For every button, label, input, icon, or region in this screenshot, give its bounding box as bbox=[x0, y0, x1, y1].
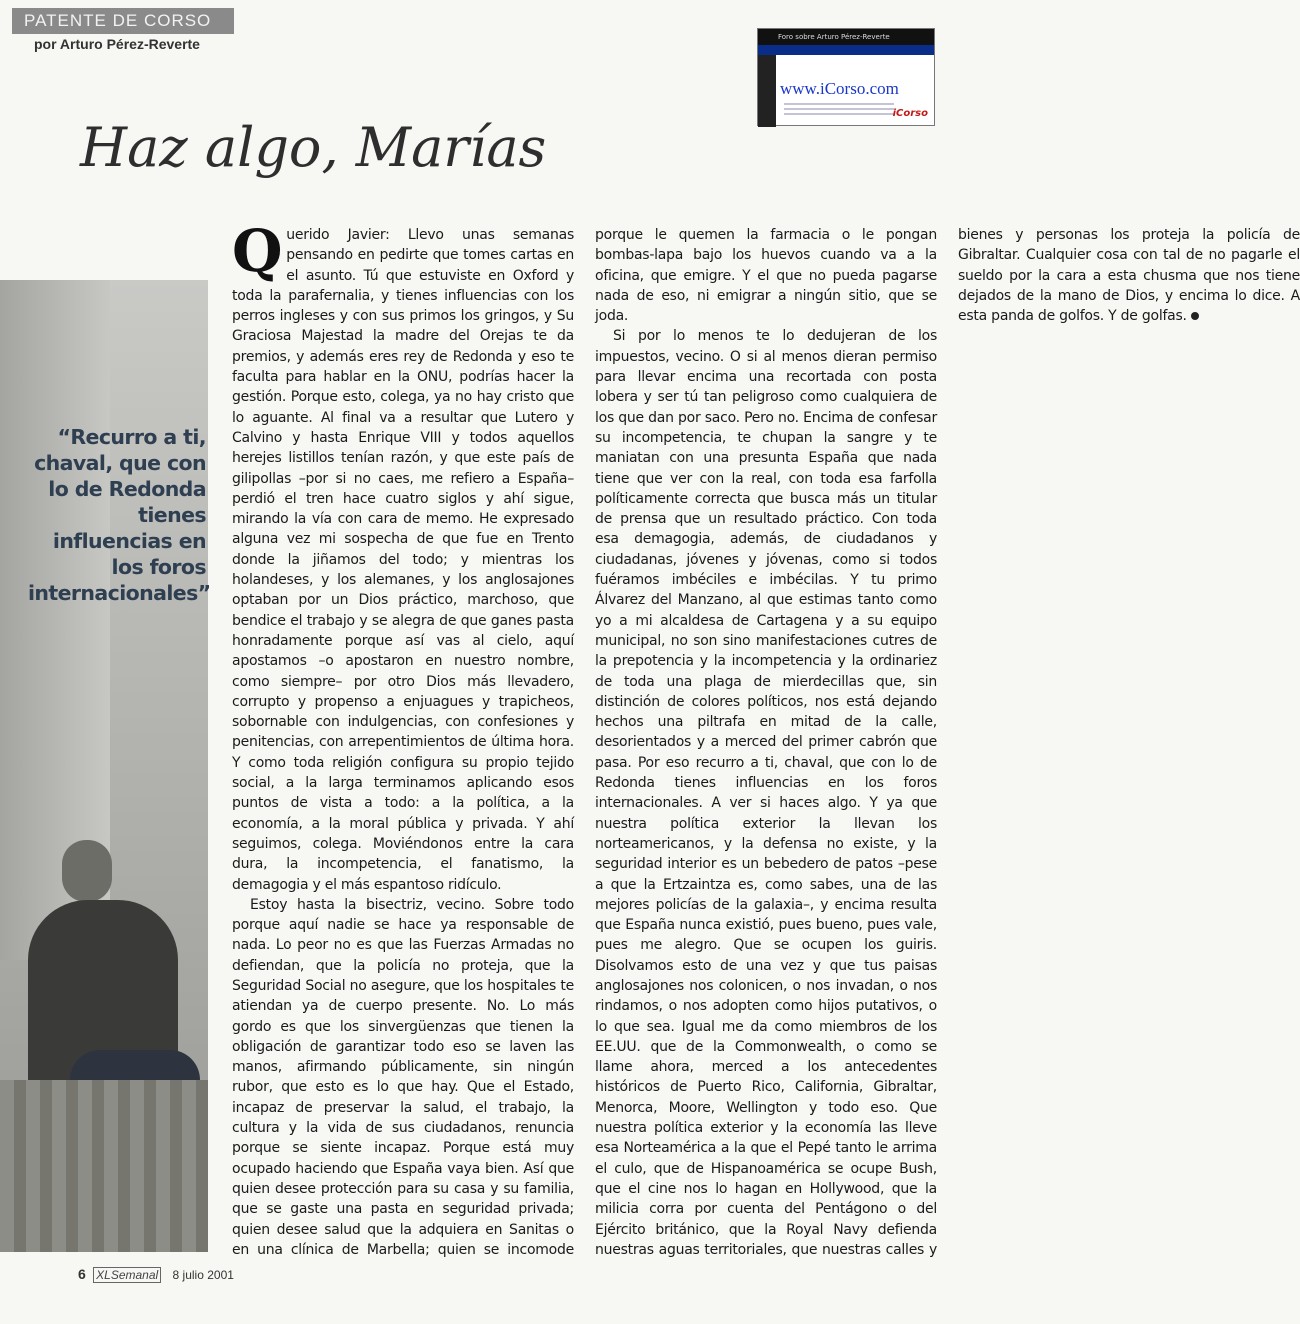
issue-date: 8 julio 2001 bbox=[172, 1268, 234, 1282]
article-paragraph: Estoy hasta la bisectriz, vecino. Sobre todo porque aquí nadie se hace ya responsable de nada. Lo peor no es que las Fuerzas Armadas no defiendan, que la policía no proteja, que la Seguridad Social no asegure, que los hospitales te atiendan ya de cuerpo presente. No. Lo más gordo es que los sinvergüenzas que tienen la obligación de garantizar todo eso se laven las manos, afirmando públicamente, sin ningún rubor, que esto es lo que hay. Que el Estado, incapaz de preservar la salud, el trabajo, la cultura y la vida de sus ciudadanos, renuncia porque se siente incapaz. Porque está muy ocupado haciendo que España vaya bien. Así que quien desee protección para su casa y su familia, que se gaste una pasta en seguridad privada; quien desee salud que la adquiera en Sanitas o en una clínica de Marbella; quien se incomode porque le quemen la farmacia o le pongan bombas-lapa bajo los huevos cuando va a la oficina, que emigre. Y el que no pueda pagarse nada de eso, ni emigrar a ningún sitio, que se joda. bbox=[232, 227, 937, 1258]
ad-sidebar bbox=[758, 55, 776, 127]
end-mark-icon bbox=[1191, 312, 1199, 320]
page-footer bbox=[78, 1266, 234, 1282]
page-number: 6 bbox=[78, 1266, 86, 1282]
ad-url-link[interactable]: www.iCorso.com bbox=[780, 79, 899, 98]
page-title: Haz algo, Marías bbox=[80, 116, 547, 179]
ad-text-lines bbox=[784, 103, 894, 118]
icorso-logo: iCorso bbox=[892, 108, 928, 119]
section-tag: PATENTE DE CORSO bbox=[12, 8, 234, 34]
article-paragraph: Querido Javier: Llevo unas semanas pensando en pedirte que tomes cartas en el asunto. Tú que estuviste en Oxford y toda la parafernalia, y tienes influencias con los perros ingleses y con sus primos los gringos, y Su Graciosa Majestad la madre del Orejas te da premios, y además eres rey de Redonda y eso te faculta para hablar en la ONU, podrías hacer la gestión. Porque esto, colega, ya no hay cristo que lo aguante. Al final va a resultar que Lutero y Calvino y hasta Enrique VIII y todos aquellos herejes listillos tenían razón, y que este país de gilipollas –por si no caes, me refiero a España– perdió el tren hace cuatro siglos y ahí sigue, mirando la vía con cara de memo. He expresado alguna vez mi sospecha de que fue en Trento donde la jiñamos del todo; y mientras los holandeses, y los alemanes, y los anglosajones optaban por un Dios práctico, marchoso, que bendice el trabajo y se alegra de que ganes pasta honradamente porque así vas al cielo, aquí apostamos –o apostaron en nuestro nombre, como siempre– por otro Dios más llevadero, corrupto y propenso a enjuagues y trapicheos, sobornable con indulgencias, con confesiones y penitencias, con arrepentimientos de última hora. Y como toda religión configura su propio tejido social, a la larga terminamos aplicando esos puntos de vista a todo: a la política, a la economía, a la moral pública y privada. Y ahí seguimos, colega. Moviéndonos entre la cara dura, la incompetencia, el fanatismo, la demagogia y el más espantoso ridículo. bbox=[232, 217, 574, 893]
ad-title: Foro sobre Arturo Pérez-Reverte bbox=[758, 29, 934, 45]
magazine-logo: XLSemanal bbox=[93, 1267, 161, 1283]
pullquote: “Recurro a ti, chaval, que con lo de Redonda tienes influencias en los foros internacionales” bbox=[28, 425, 211, 605]
drop-cap: Q bbox=[232, 217, 283, 285]
icorso-ad[interactable] bbox=[757, 28, 935, 126]
article-body bbox=[232, 217, 1300, 1261]
byline: por Arturo Pérez-Reverte bbox=[34, 36, 200, 52]
ad-nav-bar bbox=[758, 45, 934, 55]
article-paragraph: Si por lo menos te lo dedujeran de los impuestos, vecino. O si al menos dieran permiso para llevar encima una recortada con posta lobera y ser tú tan peligroso como cualquiera de los que dan por saco. Pero no. Encima de confesar su incompetencia, te chupan la sangre y te maniatan con una presunta España que nada tiene que ver con la real, con toda esa farfolla políticamente correcta que busca más un titular de prensa que un resultado práctico. Con toda esa demagogia, además, de ciudadanos y ciudadanas, jóvenes y jóvenas, como si todos fuéramos imbéciles e imbécilas. Y tu primo Álvarez del Manzano, al que estimas tanto como yo a mi alcaldesa de Cartagena y a su equipo municipal, no son sino manifestaciones cutres de la prepotencia y la incompetencia y la ordinariez de toda una plaga de mierdecillas que, sin distinción de colores políticos, nos está dejando hechos una piltrafa en mitad de la calle, desorientados y a merced del primer cabrón que pasa. Por eso recurro a ti, chaval, que con lo de Redonda tienes influencias en los foros internacionales. A ver si haces algo. Y ya que nuestra política exterior la llevan los norteamericanos, y la defensa no existe, y la seguridad interior es un bebedero de patos –pese a que la Ertzaintza es, como sabes, una de las mejores policías de la galaxia–, y encima resulta que España nunca existió, pues bueno, pues vale, pues me alegro. Que se ocupen los guiris. Disolvamos esto de una vez y que tus paisas anglosajones nos colonicen, o nos invadan, o nos rindamos, o nos adopten como hijos putativos, o lo que sea. Igual me da como miembros de los EE.UU. que de la Commonwealth, o como se llame ahora, merced a los antecedentes históricos de Puerto Rico, California, Gibraltar, Menorca, Moore, Wellington y todo eso. Que nuestra política exterior y la economía las lleve esa Norteamérica a la que el Pepé tanto le arrima el culo, que de Hispanoamérica se ocupe Bush, que el cine nos lo hagan en Hollywood, que la milicia corra por cuenta del Pentágono o del Ejército británico, que la Royal Navy defienda nuestras aguas territoriales, que nuestras calles y bienes y personas los proteja la policía de Gibraltar. Cualquier cosa con tal de no pagarle el sueldo por la cara a esta chusma que nos tiene dejados de la mano de Dios, y encima lo dice. A esta panda de golfos. Y de golfas. bbox=[595, 227, 1300, 1258]
